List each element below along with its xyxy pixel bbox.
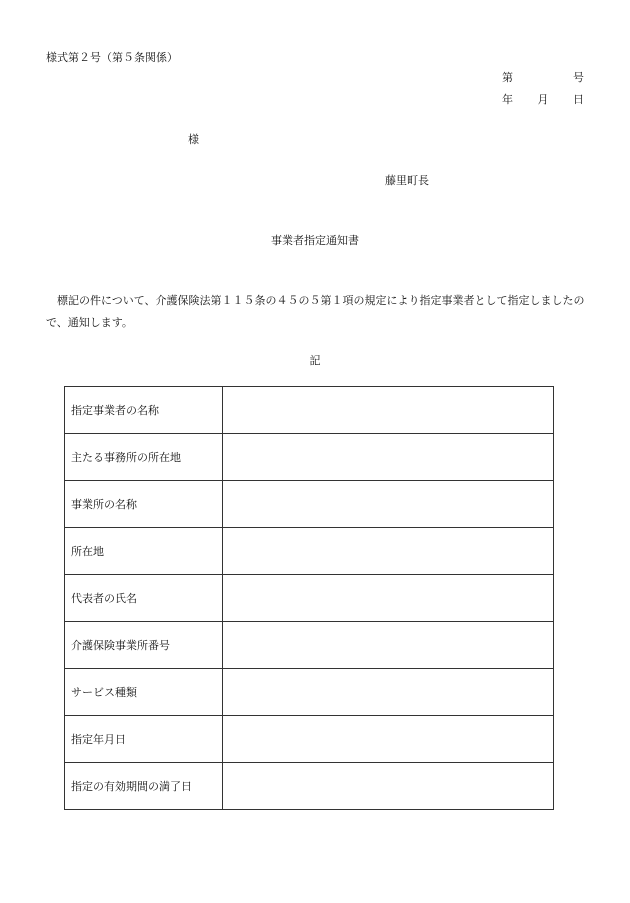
row-value: [223, 387, 554, 434]
document-title: 事業者指定通知書: [271, 234, 359, 247]
document-number-line: [502, 69, 584, 85]
row-value: [223, 575, 554, 622]
form-number: 様式第２号（第５条関係）: [46, 51, 178, 64]
issuer-name: 藤里町長: [385, 174, 429, 187]
row-value: [223, 669, 554, 716]
row-value: [223, 716, 554, 763]
table-row: [65, 716, 554, 763]
row-label: 主たる事務所の所在地: [65, 434, 223, 481]
date-day: 日: [573, 93, 584, 106]
designation-info-table: [64, 386, 554, 810]
row-value: [223, 434, 554, 481]
addressee-suffix: 様: [188, 133, 199, 146]
date-line: [502, 91, 584, 107]
table-row: [65, 575, 554, 622]
date-month: 月: [537, 93, 549, 106]
table-row: [65, 434, 554, 481]
date-year: 年: [502, 93, 513, 106]
ki-heading: 記: [309, 354, 321, 367]
table-row: [65, 669, 554, 716]
row-label: 事業所の名称: [65, 481, 223, 528]
row-label: 介護保険事業所番号: [65, 622, 223, 669]
row-value: [223, 622, 554, 669]
table-row: [65, 481, 554, 528]
row-value: [223, 528, 554, 575]
number-suffix: 号: [573, 71, 584, 84]
row-label: 指定年月日: [65, 716, 223, 763]
row-label: 指定の有効期間の満了日: [65, 763, 223, 810]
row-label: 指定事業者の名称: [65, 387, 223, 434]
number-prefix: 第: [502, 71, 513, 84]
row-label: 代表者の氏名: [65, 575, 223, 622]
body-paragraph: 標記の件について、介護保険法第１１５条の４５の５第１項の規定により指定事業者として指定しましたので、通知します。: [46, 294, 585, 329]
row-label: 所在地: [65, 528, 223, 575]
table-row: [65, 387, 554, 434]
table-row: [65, 622, 554, 669]
row-value: [223, 481, 554, 528]
row-value: [223, 763, 554, 810]
row-label: サービス種類: [65, 669, 223, 716]
table-row: [65, 528, 554, 575]
table-row: [65, 763, 554, 810]
